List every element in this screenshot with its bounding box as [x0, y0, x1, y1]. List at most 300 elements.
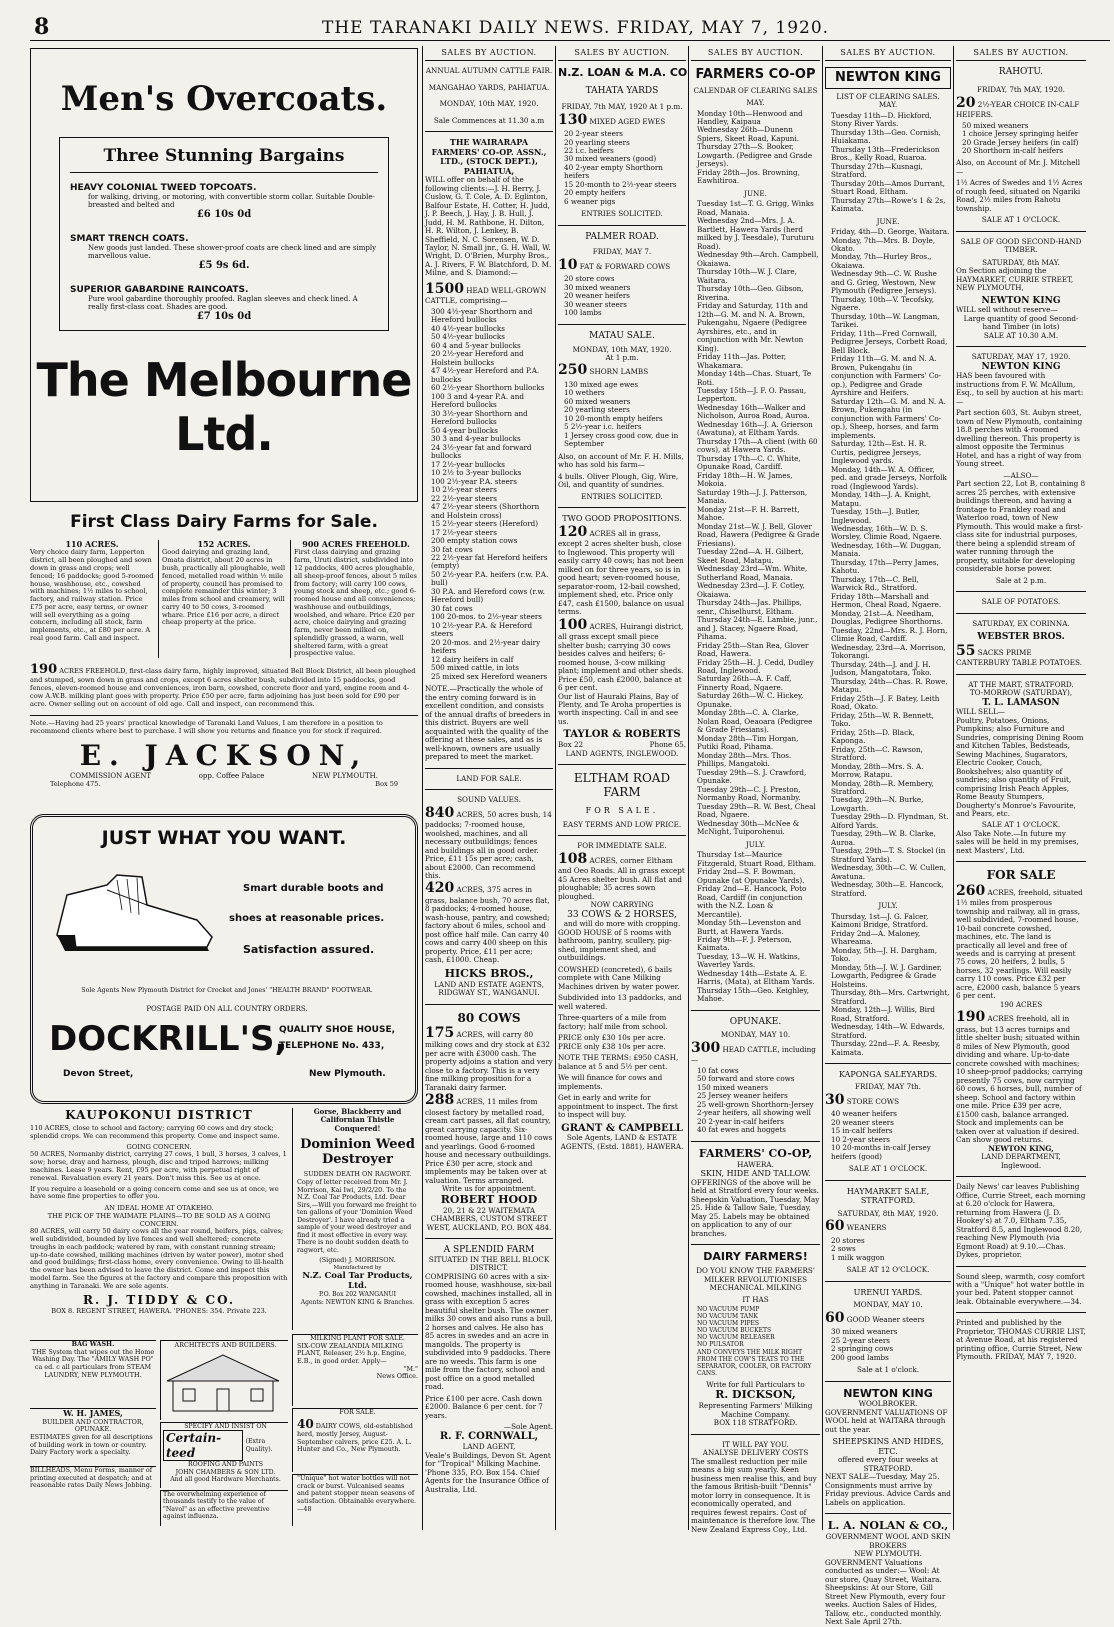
fc-july: JULY. [745, 839, 766, 849]
lot-60b-text: GOOD Weaner steers [846, 1314, 925, 1324]
milking-plant-ad [292, 1334, 418, 1406]
bagwash-text: THE System that wipes out the Home Washing Day. The "AMILY WASH PO" ca ed. c all particulars from STEAM LAUNDRY, NEW PLYMOUTH. [31, 1347, 155, 1379]
will-sell-text: Large quantity of good Second-hand Timber (in lots) [963, 313, 1079, 332]
navol-ad [160, 1490, 288, 1526]
cattle-item: 60 4 and 5-year bullocks [431, 340, 521, 350]
nk-next-sale: NEXT SALE—Tuesday, May 25. Consignments must arrive by Friday previous. Advice Cards and Labels on application. [825, 1472, 951, 1507]
grant-campbell-role: Sole Agents, LAND & ESTATE AGENTS, (Estd. 1881), HAWERA. [560, 1133, 684, 1151]
rahotu-item: 50 mixed weaners [962, 120, 1029, 130]
lot-60b: 60 [825, 1309, 845, 1326]
cattle-item: 20 20-mos. and 2½-year dairy heifers [431, 637, 541, 656]
haymarket-date: SATURDAY, 8th MAY, 1920. [837, 1208, 939, 1218]
lot-10-text: FAT & FORWARD COWS [579, 261, 671, 271]
grant-campbell: GRANT & CAMPBELL [561, 1122, 683, 1134]
nk-title: NEWTON KING [825, 67, 951, 88]
clearing-sale-item: Wednesday 16th—J. A. Grierson (Awatuna), at Eltham Yards. [697, 419, 813, 438]
kaponga-item: 15 in-calf heifers [831, 1126, 893, 1136]
nk-sale-item: Thursday, 24th—J. and J. H. Judson, Mangatotara, Toko. [831, 659, 932, 678]
splendid-farm: A SPLENDID FARM [443, 1245, 535, 1256]
urenui-item: 200 good lambs [831, 1352, 889, 1362]
dockrill-ad [30, 814, 418, 1104]
fhmills: Also, on account of Mr. F. H. Mills, who has sold his farm— [558, 451, 684, 470]
clearing-sale-item: Wednesday 9th—Arch. Campbell, Okaiawa. [697, 250, 819, 268]
kaponga-time: SALE AT 1 O'CLOCK. [848, 1164, 928, 1174]
kaupokonui-text2: 50 ACRES, Normanby district, carrying 27 cows, 1 bull, 3 horses, 3 calves, 1 sow; horse, dray and harness, plough, disc and tripod harrows; milking machines. Lease 9 years. Rent, £95 per acre, with perpetual right of renewal. Revaluation every 21 years. Don't miss this. See us at once. [30, 1150, 287, 1182]
cattle-item: 47 2½-year steers (Shorthorn and Holstein cross) [431, 502, 540, 520]
gorse-head: Gorse, Blackberry and Californian Thistle Conquered! [313, 1107, 402, 1133]
farmers-title: FARMERS CO-OP [695, 67, 816, 83]
lot-120-text: ACRES all in grass, except 2 acres shelter bush, close to Inglewood. This property will easily carry 40 cows; has not been milked on for three years, so is in good heart; seven-roomed house, separator-room, 12-bail cowshed, implement shed, etc. Price only £47, cash £1500, balance on usual terms. [558, 528, 685, 617]
lot-175: 175 [425, 1024, 455, 1041]
overcoat-price: £5 9s 6d. [198, 260, 250, 271]
nk-sale-item: Tuesday, 29th—N. Burke, Lowgarth. [831, 795, 924, 813]
palmer-item: 30 weaner steers [564, 299, 627, 309]
lot-420-text: ACRES, 375 acres in grass, balance bush, 70 acres flat, 8 paddocks; 4-roomed house, wash-house, pantry, and cowshed; factory about 6 miles, school and post office half mile. Can carry 40 cows and carry 400 sheep on this property. Price, £11 per acre; cash, £1000. Cheap. [425, 885, 550, 965]
overcoat-desc: for walking, driving, or motoring, with convertible storm collar. Suitable Double-breasted and belted and [88, 193, 375, 209]
jackson-box: Box 59 [375, 779, 398, 788]
jackson-tel: Telephone 475. [50, 779, 101, 788]
clearing-sale-item: Thursday 15th—Geo. Keighley, Mahoe. [697, 985, 809, 1004]
milker-feature: NO VACUUM PUMP [697, 1306, 760, 1314]
potatoes-title: SALE OF POTATOES. [981, 597, 1061, 607]
billheads-text: BILLHEADS, Menu Forms, manner of printing executed at despatch; and at reasonable rates Daily News Jobbing. [30, 1466, 153, 1490]
milking-office: News Office. [376, 1372, 418, 1381]
farmers-coop-column [691, 46, 820, 1534]
col4-head: SALES BY AUCTION. [825, 46, 951, 61]
clearing-sale-item: Wednesday 16th—Walker and Nicholson, Auroa Road, Auroa. [697, 402, 810, 421]
fc-july-list [691, 851, 820, 1004]
clearing-sale-item: Wednesday 23rd—Wm. White, Sutherland Road, Manaia. [697, 564, 808, 582]
gorse-po: P.O. Box 202 WANGANUI [318, 1291, 397, 1299]
nk-sale-item: Wednesday, 30th—C. W. Cullen, Awatuna. [831, 863, 947, 881]
mitchell: Also, on Account of Mr. J. Mitchell— [956, 158, 1081, 176]
nk-sale-item: Monday, 28th—Mrs. S. A. Morrow, Ratapu. [831, 761, 924, 780]
nolan-role: GOVERNMENT WOOL AND SKIN BROKERS [825, 1532, 951, 1550]
opunake-list [691, 1067, 820, 1135]
cattle-item: 17 2½-year bullocks [431, 459, 505, 469]
farm-110-text: Very choice dairy farm, Lepperton district, all been ploughed and sown down in grass and crops; well fenced; 16 paddocks; good 5-roomed house, washhouse, etc., cowshed with machines; 1½ miles to school, factory, and railway station. Price £75 per acre, easy terms, or owner will sell everything as a going concern, including all stock, farm implements, etc., at £80 per acre. A real good farm. Call and inspect. [30, 548, 154, 642]
timber-text: On Section adjoining the HAYMARKET, CURRIE STREET, NEW PLYMOUTH, [956, 266, 1074, 293]
nk-sale-item: Wednesday, 16th—W. Duggan, Manaia. [831, 540, 942, 559]
lot-30: 30 [825, 1091, 845, 1108]
farm-190: 190 ACRES FREEHOLD, first-class dairy farm, highly improved, situated Bell Block District, all been ploughed and stumped, sown down in grass and crops, except 6 acres shelter bush, subdivided into 15 paddocks, good fences, eleven-roomed house and conveniences, iron barn, cowshed, concrete floor and yard, engine room and 4-cow A.W.B. milking plant goes with property. Price £50 per acre, farm adjoining has just been sold for £90 per acre. Owner selling out on account of old age. Call and inspect, can recommend this. [30, 662, 416, 708]
cattle-item: 300 4½-year Shorthorn and Hereford bullocks [431, 306, 533, 325]
matau-item: 10 20-month empty heifers [564, 413, 663, 423]
nk-sale-item: Friday, 25th—W. R. Bennett, Toko. [831, 710, 934, 729]
clearing-sale-item: Tuesday 29th—C. J. Preston, Normanby Road, Normanby. [697, 784, 801, 803]
dockrill-line1: Smart durable boots and [243, 883, 384, 894]
dairy-farmers: DAIRY FARMERS! [703, 1250, 808, 1264]
hicks-address: RIDGWAY ST., WANGANUI. [438, 988, 540, 998]
overcoat-item [70, 285, 378, 322]
nk-sale-item: Friday, 4th—D. George, Waitara. [831, 227, 950, 237]
finance: We will finance for cows and implements. [558, 1073, 663, 1091]
nk-sale-item: Friday, 25th—D. Black, Kaponga. [831, 727, 915, 746]
clearing-sale-item: Wednesday 2nd—Mrs. J. A. Bartlett, Hawera Yards (herd milked by J. Teesdale), Turuturu Road). [697, 216, 815, 251]
rahotu-time: SALE AT 1 O'CLOCK. [981, 215, 1061, 225]
lot-420: 420 [425, 880, 455, 897]
cattle-item: 30 fat cows [431, 603, 473, 613]
kaupokonui-ad [30, 1108, 288, 1336]
cropping: and will do more with cropping. [563, 919, 681, 929]
clearing-sale-item: Thursday 27th—S. Booker, Lowgarth. (Pedigree and Grade Jerseys). [697, 142, 813, 169]
nk-may: MAY. [878, 100, 898, 110]
overcoat-name: HEAVY COLONIAL TWEED TOPCOATS. [70, 183, 257, 193]
house-illustration-icon [163, 1349, 283, 1415]
boot-illustration-icon [47, 865, 217, 955]
autumn-date: MONDAY, 10th MAY, 1920. [439, 99, 539, 109]
jackson-title: First Class Dairy Farms for Sale. [70, 512, 378, 532]
autumn-note: NOTE.—Practically the whole of the entry coming forward is in excellent condition, and consists of the annual drafts of breeders in this district. Buyers are well acquainted with the quality of the offering at these sales, and as is well-known, owners are usually prepared to meet the market. [425, 684, 551, 762]
opunake-item: 20 2-year in-calf heifers [697, 1116, 784, 1126]
get-in-early: Get in early and write for appointment to inspect. The first to inspect will buy. [558, 1093, 678, 1120]
col5-head: SALES BY AUCTION. [956, 46, 1086, 61]
clearing-sale-item: Friday 2nd—E. Hancock, Poto Road, Cardiff (in conjunction with the N.Z. Loan & Mercantile). [697, 884, 807, 919]
rahotu-title: RAHOTU. [998, 67, 1044, 78]
milker-feature: NO VACUUM TANK [697, 1313, 758, 1321]
kaponga-date: FRIDAY, MAY 7th. [855, 1082, 921, 1092]
tahata-item: 6 weaner pigs [564, 196, 616, 206]
matau-item: 130 mixed age ewes [564, 379, 639, 389]
cattle-item: 47 4½-year Hereford and P.A. bullocks [431, 366, 540, 384]
nk-property: NEWTON KING [981, 361, 1061, 372]
opunake-item: 150 mixed weaners [697, 1082, 769, 1092]
clearing-sale-item: Monday 28th—Mrs. Thos. Phillips, Mangatoki. [697, 750, 792, 769]
bell-block: SITUATED IN THE BELL BLOCK DISTRICT. [428, 1254, 550, 1273]
timber-title: SALE OF GOOD SECOND-HAND TIMBER. [960, 236, 1082, 255]
rahotu-item: 1 choice Jersey springing heifer [962, 129, 1079, 139]
nk-sale-item: Friday, 11th—Fred Cornwall, Pedigree Jerseys, Corbett Road, Bell Block. [831, 328, 948, 355]
milker-features [691, 1306, 820, 1377]
nk-june-list [825, 228, 951, 898]
skin-text: OFFERINGS of the above will be held at Stratford every four weeks. Sheepskin Valuation, Tuesday, May 25. Hide & Tallow Sale, Tuesday, May 25. Labels may be obtained on application to any of our branches. [691, 1177, 820, 1238]
cattle-item: 50 4½-year bullocks [431, 332, 505, 342]
nk-sheepskins-text: offered every four weeks at STRATFORD. [837, 1455, 939, 1473]
farm-110-head: 110 ACRES. [65, 539, 119, 549]
lot-100: 100 [558, 616, 588, 633]
clearing-sale-item: Friday 9th—F. J. Peterson, Kaimata. [697, 935, 792, 953]
cattle-item: 40 4½-year bullocks [431, 323, 505, 333]
haymarket-item: 2 sows [831, 1244, 856, 1254]
lot-288: 288 [425, 1092, 455, 1109]
gorse-agents: Agents: NEWTON KING & Branches. [300, 1298, 415, 1306]
lot-260: 260 [956, 882, 986, 899]
analyse-text: The smallest reduction per mile means a big sum yearly. Keen business men realise this, and buy the famous British-built "Dennis" motor lorry in consequence. It is economically operated, and requires fewest repairs. Cost of maintenance is therefore low. The New Zealand Express Coy., Ltd. [691, 1456, 817, 1534]
will-sell-time: SALE AT 10.30 A.M. [983, 330, 1059, 340]
clearing-sale-item: Thursday 10th—Geo. Gibson, Riverina. [697, 284, 804, 302]
clearing-sale-item: Thursday 24th—E. Lambie, junr., and J. Stacey, Ngaere Road, Pihama. [697, 615, 818, 642]
entries-2: ENTRIES SOLICITED. [581, 491, 663, 501]
clearing-sale-item: Friday 18th—H. W. James, Mokoia. [697, 470, 793, 489]
clearing-sale-item: Tuesday 29th—R. W. Best, Cheal Road, Ngaere. [697, 801, 816, 820]
whjames-name: W. H. JAMES, [63, 1408, 123, 1418]
fc-june: JUNE. [744, 188, 767, 198]
kaponga-list [825, 1110, 951, 1161]
certainteed-all: And all good Hardware Merchants. [170, 1476, 281, 1484]
palmer-list [558, 275, 686, 317]
rahotu-column [956, 46, 1086, 1526]
clearing-sale-item: Monday 10th—Henwood and Handley, Kaipaua [697, 108, 803, 126]
nk-sale-item: Thursday 13th—Geo. Cornish, Huiakama. [831, 127, 941, 146]
nk-list: LIST OF CLEARING SALES. [836, 91, 940, 101]
milker-feature: AND CONVEYS THE MILK RIGHT FROM THE COW'S TEATS TO THE SEPARATOR, COOLER, OR FACTORY CANS. [697, 1348, 812, 1377]
fco-hawera: HAWERA. [737, 1159, 774, 1169]
mcallum: HAS been favoured with instructions from F. W. McAllum, Esq., to sell by auction at his mart:— [956, 371, 1084, 406]
cattle-item: 12 dairy heifers in calf [431, 654, 514, 664]
opunake-item: 10 fat cows [697, 1065, 739, 1075]
part-section: Part section 603, St. Aubyn street, town of New Plymouth, containing 18.8 perches with 4-roomed dwelling thereon. This property is almost opposite the Terminus Hotel, and has a right of way from Young street. [956, 408, 1083, 469]
matau-title: MATAU SALE. [589, 330, 655, 341]
nk-sale-item: Thursday 27th—Kusnagi, Stratford. [831, 161, 923, 180]
good-house: GOOD HOUSE of 5 rooms with bathroom, pantry, scullery, pig-shed, implement shed, and outbuildings. [558, 927, 672, 963]
dockrill-q1: QUALITY SHOE HOUSE, [279, 1025, 396, 1035]
cattle-item: 30 3½-year Shorthorn and Hereford bullocks [431, 408, 528, 427]
dairy-cows-ad [292, 1408, 418, 1472]
land-dept: LAND DEPARTMENT, [981, 1152, 1061, 1162]
cornwall-role: LAND AGENT, [462, 1442, 516, 1452]
tahata-item: 15 20-month to 2½-year steers [564, 179, 677, 189]
clearing-sale-item: Monday 21st—F. H. Barrett, Mahoe. [697, 504, 800, 523]
bag-wash-ad [30, 1340, 156, 1406]
whjames-ad [30, 1408, 156, 1464]
kaupokonui-title: KAUPOKONUI DISTRICT [65, 1108, 253, 1122]
for-sale-title: FOR SALE [986, 868, 1056, 883]
auction-column-1 [425, 46, 553, 1526]
price-only: PRICE only £30 10s per acre. PRICE only £38 10s per acre. [558, 1033, 666, 1051]
dockrill-street: Devon Street, [63, 1069, 134, 1079]
lot-108: 108 [558, 850, 588, 867]
clearing-sale-item: Wednesday 14th—Estate A. E. Harris, (Mata), at Eltham Yards. [697, 968, 815, 987]
weed-destroyer-ad [292, 1108, 418, 1330]
clearing-sale-item: Monday 5th—Levenston and Burtt, at Hawera Yards. [697, 918, 802, 936]
whjames-text: ESTIMATES given for all descriptions of building work in town or country. Dairy Factory work a specialty. [30, 1432, 153, 1457]
tahata-item: 30 mixed weaners (good) [564, 154, 657, 164]
clearing-sale-item: Saturday 26th—W. C. Hickey, Opunake. [697, 691, 804, 709]
nk-sale-item: Thursday, 8th—Mrs. Cartwright, Stratford. [831, 988, 950, 1006]
nzloan-title: N.Z. LOAN & M.A. CO [558, 66, 688, 80]
printed-by: Printed and published by the Proprietor, THOMAS CURRIE LIST, at Avenue Road, at his registered printing office, Currie Street, New Plymouth. FRIDAY, MAY 7, 1920. [956, 1318, 1086, 1362]
hicks-role: LAND AND ESTATE AGENTS, [434, 979, 544, 989]
unique-ad [292, 1474, 418, 1526]
clearing-sale-item: Monday 21st—W. J. Bell, Glover Road, Hawera (Pedigree & Grade Friesians). [697, 521, 820, 548]
clearing-sale-item: Thursday 10th—W. J. Clare, Waitara. [697, 267, 797, 285]
architects-title: ARCHITECTS AND BUILDERS. [174, 1341, 277, 1349]
dairy-cows-text: DAIRY COWS, old-established herd, mostly Jersey, August-September calvers, price £25. A. L. Hunter and Co., New Plymouth. [297, 1421, 413, 1454]
clearing-sale-item: Monday 28th—C. A. Clarke, Nolan Road, Oeaoara (Pedigree & Grade Friesians). [697, 708, 813, 735]
col1-head: SALES BY AUCTION. [425, 46, 553, 61]
palmer-item: 20 store cows [564, 274, 615, 284]
haymarket-item: 20 stores [831, 1235, 865, 1245]
nk-sale-item: Thursday, 17th—Perry James, Kahotu. [831, 557, 939, 576]
haymarket-title: HAYMARKET SALE, STRATFORD. [846, 1186, 930, 1206]
lamason: T. L. LAMASON [982, 697, 1060, 708]
certainteed-extra: (Extra Quality). [245, 1438, 273, 1453]
lot-840-text: ACRES, 50 acres bush, 14 paddocks; 7-roomed house, woolshed, machines, and all necessary outbuildings; fences and buildings all in good order. Price, £11 15s per acre; cash, about £2000. Can recommend this. [425, 809, 552, 880]
lot-30-text: STORE COWS [846, 1096, 900, 1106]
autumn-title: ANNUAL AUTUMN CATTLE FAIR. [425, 66, 553, 76]
architects-ad [160, 1340, 288, 1420]
overcoat-name: SUPERIOR GABARDINE RAINCOATS. [70, 285, 249, 295]
sole-agent: —Sole Agent. [503, 1421, 553, 1431]
kaponga-item: 10 2-year steers [831, 1134, 890, 1144]
clearing-sale-item: Tuesday 29th—S. J. Crawford, Opunake. [697, 767, 807, 786]
analyse: ANALYSE DELIVERY COSTS [702, 1448, 809, 1458]
tomorrow: TO-MORROW (SATURDAY), [969, 688, 1073, 698]
fc-may-list [691, 110, 820, 186]
clearing-sale-item: Wednesday 23rd—J. F. Cotley, Okaiawa. [697, 581, 805, 599]
cattle-item: 30 fat cows [431, 544, 473, 554]
clearing-sale-item: Friday 28th—Jos. Browning, Eawhitiroa. [697, 167, 800, 186]
tahata-item: 20 2-year steers [564, 129, 623, 139]
cattle-item: 500 mixed cattle, in lots [431, 663, 519, 673]
entries-1: ENTRIES SOLICITED. [581, 209, 663, 219]
corinna: SATURDAY, EX CORINNA. [972, 618, 1070, 628]
nk-sale-item: Monday, 12th—J. Willis, Bird Road, Stratford. [831, 1005, 935, 1023]
nk-sale-item: Tuesday, 29th—T. S. Stockel (in Stratford Yards). [831, 846, 946, 864]
cattle-list [425, 308, 553, 681]
nk-sale-item: Tuesday, 15th—J. Butler, Inglewood. [831, 507, 920, 525]
nk-sale-item: Friday 25th—J. F. Batey, Leith Road, Okato. [831, 693, 940, 712]
haymarket-list [825, 1237, 951, 1262]
appointment: Write us for appointment. [441, 1184, 537, 1194]
haymarket-item: 1 milk waggon [831, 1252, 885, 1262]
cattle-item: 10 2½-year steers [431, 485, 497, 495]
nk-may-list [825, 112, 951, 214]
dockrill-town: New Plymouth. [309, 1069, 386, 1079]
nk-sheepskins: SHEEPSKINS AND HIDES, ETC. [832, 1437, 944, 1456]
nk-sale-item: Wednesday, 23rd—A. Morrison, Tokorangi. [831, 642, 946, 661]
autumn-time: Sale Commences at 11.30 a.m [433, 115, 545, 125]
will-sell: WILL sell without reserve— [956, 305, 1058, 315]
now-carrying: NOW CARRYING [590, 900, 654, 910]
farm-900-head: 900 ACRES FREEHOLD. [302, 539, 410, 549]
fc-may: MAY. [746, 98, 765, 108]
clearing-sale-item: Thursday 1st—Maurice Fitzgerald, Stuart Road, Eltham. [697, 850, 816, 868]
cattle-item: 200 empty station cows [431, 536, 518, 546]
cows-horses: 33 COWS & 2 HORSES, [567, 909, 677, 920]
note-terms: NOTE THE TERMS: £950 CASH, balance at 5 and 5½ per cent. [558, 1053, 679, 1071]
dockrill-agents: Sole Agents New Plymouth District for Crocket and Jones' "HEALTH BRAND" FOOTWEAR. [81, 987, 373, 994]
kaupokonui-text1: 110 ACRES, close to school and factory; carrying 60 cows and dry stock; splendid crops. We can recommend this property. Come and inspect same. [30, 1124, 280, 1140]
palmer-title: PALMER ROAD. [585, 231, 659, 242]
dickson-name: R. DICKSON, [715, 1388, 796, 1402]
gorse-text: Copy of letter received from Mr. J. Morrison, Kai Iwi, 29/2/20. To the N.Z. Coal Tar Products, Ltd. Dear Sirs,—Will you forward me freight to ten gallons of your 'Dominion Weed Destroyer'. I have already tried a sample of your weed destroyer and find it most effective in every way. There is no doubt sudden death to ragwort, etc. [297, 1177, 417, 1254]
nk-sale-item: Monday, 7th—Mrs. B. Doyle, Okato. [831, 235, 936, 253]
nk-land: NEWTON KING, [988, 1143, 1054, 1153]
matau-item: 60 mixed weaners [564, 396, 631, 406]
robert-hood-address: 20, 21 & 22 WAITEMATA CHAMBERS, CUSTOM STREET WEST, AUCKLAND, P.O. BOX 484. [426, 1205, 552, 1232]
kaupokonui-otakeho: AN IDEAL HOME AT OTAKEHO. [104, 1204, 214, 1213]
bell-price: Price £100 per acre. Cash down £2000. Balance 6 per cent. for 7 years. [425, 1393, 543, 1420]
clearing-sale-item: Friday 2nd—S. F. Bowman, Opunake (at Opunake Yards). [697, 867, 805, 885]
nk-woolbroker-name: NEWTON KING [843, 1386, 933, 1400]
cattle-item: 100 2½-year P.A. steers [431, 476, 517, 486]
nk-sale-item: Saturday 12th—G. M. and N. A. Brown, Pukengahu (in conjunction with Farmers' Co-op.), Sheep, horses, and farm implements. [831, 396, 946, 440]
clearing-sale-item: Friday 25th—Stan Rea, Glover Road, Hawera. [697, 640, 809, 659]
billheads-ad [30, 1466, 156, 1526]
dockrill-line2: shoes at reasonable prices. [229, 913, 385, 924]
jackson-town: NEW PLYMOUTH. [312, 771, 378, 780]
dairy-cows-lot: 40 [297, 1416, 314, 1431]
cattle-item: 100 3 and 4-year P.A. and Hereford bullocks [431, 391, 524, 410]
tahata-item: 20 empty heifers [564, 188, 626, 198]
overcoat-desc: New goods just landed. These shower-proof coats are check lined and are simply marvellous value. [88, 244, 377, 260]
farm-190-text: ACRES FREEHOLD, first-class dairy farm, highly improved, situated Bell Block District, all been ploughed and stumped, sown down in grass and crops, except 6 acres shelter bush, subdivided into 15 paddocks, good fences, eleven-roomed house and conveniences, iron barn, cowshed, concrete floor and yard, engine room and 4-cow A.W.B. milking plant goes with property. Price £50 per acre, farm adjoining has just been sold for £90 per acre. Owner selling out on account of old age. Call and inspect, can recommend this. [30, 667, 416, 708]
cattle-item: 50 4-year bullocks [431, 425, 498, 435]
nk-sale-item: Thursday, 10th—W. Langman, Tarikei. [831, 311, 940, 330]
opunake-item: 40 fat ewes and hoggets [697, 1125, 786, 1135]
nk-sale-item: Monday, 7th—Hurley Bros., Okaiawa. [831, 252, 932, 270]
sound-sleep: Sound sleep, warmth, cosy comfort with a "Unique" hot water bottle in your bed. Patent stopper cannot leak. Obtainable everywhere.—34. [956, 1271, 1085, 1306]
jackson-note: Note.—Having had 25 years' practical knowledge of Taranaki Land Values, I am therefore in a position to recommend clients where best to purchase. I will show you returns and finance you for stock if required. [30, 715, 418, 735]
jackson-opp: opp. Coffee Palace [198, 771, 265, 780]
lot-120: 120 [558, 523, 588, 540]
overcoats-ad [30, 48, 418, 502]
nk-june: JUNE. [876, 216, 900, 226]
jackson-ad [30, 508, 418, 810]
clearing-sale-item: Tuesday, 13—W. H. Watkins, Waverley Yards. [697, 951, 800, 970]
nk-sale-item: Thursday 20th—Amos Durrant, Stuart Road, Eltham. [831, 178, 945, 197]
cattle-item: 22 2½-year steers [431, 493, 497, 503]
overcoats-bargains-box [59, 137, 389, 331]
milking-title: MILKING PLANT FOR SALE. [310, 1334, 405, 1342]
kaponga-item: 10 20-months in-calf Jersey heifers (good) [831, 1143, 931, 1161]
clearing-sale-item: Wednesday 26th—Dunenn Spiers, Skeet Road, Kapuni. [697, 125, 800, 143]
lot-b: Part section 22, Lot B, containing 8 acres 25 perches, with extensive buildings thereon, and having a frontage to Frankley road and Waterloo road, town of New Plymouth. This would make a first-class site for industrial purposes, there being a splendid stream of water running through the property, suitable for developing considerable horse power. [956, 479, 1086, 574]
cattle-item: 20 2½-year Hereford and Holstein bullocks [431, 349, 524, 367]
clearing-sale-item: Thursday 17th—A client (with 60 cows), at Hawera Yards. [697, 436, 818, 455]
urenui-item: 25 2-year steers [831, 1335, 890, 1345]
clearing-sale-item: Friday 25th—H. J. Cedd, Dudley Road, Inglewood. [697, 657, 814, 675]
dockrill-headline: JUST WHAT YOU WANT. [101, 827, 347, 849]
nk-sale-item: Wednesday, 30th—E. Hancock, Stratford. [831, 880, 944, 898]
land-for-sale-head: LAND FOR SALE. [456, 773, 522, 783]
nk-sale-item: Monday, 21st—A. Needham, Douglas, Pedigree Shorthorns. [831, 608, 943, 627]
subdivided: Subdivided into 13 paddocks, and well watered. [558, 993, 682, 1011]
kaupokonui-waimate: THE PICK OF THE WAIMATE PLAINS—TO BE SOLD AS A GOING CONCERN. [47, 1211, 271, 1228]
milker-feature: NO VACUUM PIPES [697, 1320, 760, 1328]
opunake-item: 25 well-grown Shorthorn-Jersey 2-year heifers, all showing well [697, 1099, 814, 1118]
dickson-role: Representing Farmers' Milking Machine Company. [698, 1401, 813, 1419]
lot-1500-text: HEAD WELL-GROWN CATTLE, comprising— [425, 285, 547, 306]
matau-item: 1 Jersey cross good cow, due in September [564, 430, 679, 449]
jackson-role: COMMISSION AGENT [70, 771, 152, 780]
easy-terms: EASY TERMS AND LOW PRICE. [562, 819, 682, 829]
skin-hide: SKIN, HIDE AND TALLOW. [700, 1169, 811, 1179]
kaupokonui-text4: 80 ACRES, will carry 50 dairy cows all the year round, heifers, pigs, calves; well subdivided, bounded by live fences and well sheltered; concrete troughs in each paddock; watered by ram, with constant running stream; up-to-date cowshed, milking machines (driven by water power), motor shed and good buildings; first-class home, every convenience. Owing to ill-health the owner has been advised to leave the district. Come and inspect this model farm. See the figures at the factory and compare this proposition with anything in Taranaki. We are sole agents. [30, 1227, 288, 1290]
fc-june-list [691, 200, 820, 836]
lot-55: 55 [956, 642, 976, 659]
lamason-sell: WILL SELL— [956, 707, 1005, 717]
timber-date: SATURDAY, 8th MAY. [982, 257, 1060, 267]
cattle-item: 25 mixed sex Hereford weaners [431, 671, 548, 681]
taylor-box: Box 22 [558, 740, 584, 750]
tahata-item: 40 2-year empty Shorthorn heifers [564, 162, 663, 181]
clearing-sale-item: Saturday 26th—A. F. Caff, Finnerty Road, Ngaere. [697, 674, 792, 692]
cattle-item: 30 P.A. and Hereford cows (r.w. Hereford bull) [431, 586, 545, 605]
nk-sale-item: Thursday, 22nd—F. A. Reesby, Kaimata. [831, 1039, 941, 1057]
eighty-cows: 80 COWS [457, 1010, 521, 1025]
dockrill-line3: Satisfaction assured. [243, 943, 375, 956]
mitchell-text: 1½ Acres of Swedes and 1½ Acres of rough feed, situated on Ngariki Road, 2½ miles from Rahotu township. [956, 178, 1083, 213]
kaponga-item: 20 weaner steers [831, 1117, 894, 1127]
col3-head: SALES BY AUCTION. [691, 46, 820, 61]
lamason-note: Also Take Note.—In future my sales will be held in my premises, next Masters', Ltd. [956, 828, 1079, 855]
haymarket-time: SALE AT 12 O'CLOCK. [846, 1265, 930, 1275]
tiddy-address: BOX 8. REGENT STREET, HAWERA. 'PHONES: 354. Private 223. [51, 1306, 267, 1315]
immediate-sale: FOR IMMEDIATE SALE. [577, 841, 667, 851]
urenui-list [825, 1328, 951, 1362]
